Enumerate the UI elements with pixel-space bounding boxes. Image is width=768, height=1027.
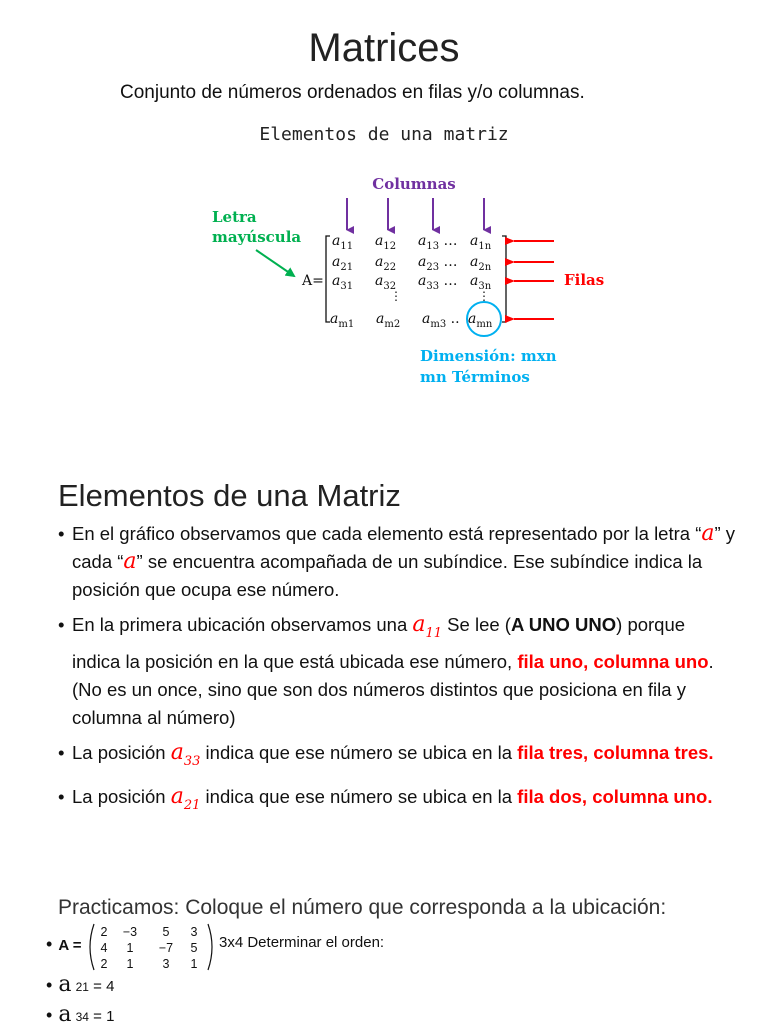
- variable-a21: a: [170, 784, 184, 809]
- matrix-cell: 1: [126, 941, 134, 955]
- matrix-cell: 1: [126, 957, 134, 971]
- svg-text:a1n: $a_{1n}$: [470, 233, 492, 252]
- variable-a: a: [123, 549, 137, 574]
- position-highlight: fila tres, columna tres.: [517, 742, 714, 763]
- matrix-cell: 5: [162, 925, 170, 939]
- svg-text:am3 ..: $a_{m3}$ ..: [422, 311, 460, 330]
- svg-text:a32: $a_{32}$: [375, 273, 397, 292]
- svg-text:⋮: ⋮: [390, 289, 402, 303]
- svg-text:a21: $a_{21}$: [332, 254, 354, 273]
- matrix-name: A=: [302, 273, 324, 289]
- svg-text:a12: $a_{12}$: [375, 233, 397, 252]
- left-paren: [90, 924, 94, 970]
- practice-matrix-line: • A =: [46, 934, 82, 954]
- matrix-cell: 2: [100, 957, 108, 971]
- left-bracket: [326, 236, 330, 322]
- practice-matrix: [86, 922, 216, 972]
- order-text: 3x4 Determinar el orden:: [219, 934, 385, 951]
- columns-label: Columnas: [372, 175, 456, 193]
- list-item: • La posición $a_{21}$ indica que ese número se ubica en la fila dos, columna uno.: [58, 783, 738, 820]
- list-item: • En el gráfico observamos que cada elemento está representado por la letra “a” y cada “a” se encuentra acompañada de un subíndice. Ese subíndice indica la posición que ocupa ese número.: [58, 520, 738, 604]
- dimension-label: Dimensión: mxn: [420, 347, 557, 365]
- svg-text:a3n: $a_{3n}$: [470, 273, 492, 292]
- position-highlight: fila uno, columna uno: [517, 651, 709, 672]
- svg-text:am1: $a_{m1}$: [330, 311, 355, 330]
- svg-text:a22: $a_{22}$: [375, 254, 397, 273]
- svg-text:am2: $a_{m2}$: [376, 311, 401, 330]
- practice-title: Practicamos: Coloque el número que corresponda a la ubicación:: [58, 896, 667, 919]
- variable-a33: a: [170, 740, 184, 765]
- variable-a11: a: [412, 612, 426, 637]
- matrix-cell: 3: [162, 957, 170, 971]
- matrix-cell: −3: [122, 925, 138, 939]
- letter-arrow: [256, 250, 294, 276]
- practice-item: • a 34 = 1: [46, 1002, 115, 1027]
- matrix-entries: [330, 233, 493, 330]
- matrix-cell: 3: [190, 925, 198, 939]
- svg-text:⋮: ⋮: [478, 289, 490, 303]
- letter-label-line2: mayúscula: [212, 228, 302, 246]
- page-title: Matrices: [308, 26, 460, 70]
- right-paren: [208, 924, 212, 970]
- variable-a: a: [701, 521, 715, 546]
- section-title: Elementos de una Matriz: [58, 478, 401, 513]
- matrix-a-label: A =: [58, 937, 82, 954]
- rows-label: Filas: [564, 271, 605, 289]
- right-bracket: [502, 236, 506, 322]
- svg-text:a11: $a_{11}$: [332, 233, 354, 252]
- list-item: • La posición $a_{33}$ indica que ese número se ubica en la fila tres, columna tres.: [58, 739, 738, 776]
- svg-text:a31: $a_{31}$: [332, 273, 354, 292]
- matrix-cell: 2: [100, 925, 108, 939]
- list-item: • En la primera ubicación observamos una $a_{11}$ Se lee (A UNO UNO) porque indica la posición en la que está ubicada ese número, fila uno, columna uno. (No es un once, sino que son dos números distintos que posiciona en fila y columna al número): [58, 611, 738, 732]
- matrix-cells: [101, 925, 198, 971]
- svg-text:amn: $a_{mn}$: [468, 311, 493, 330]
- matrix-cell: 1: [190, 957, 198, 971]
- svg-text:a2n: $a_{2n}$: [470, 254, 492, 273]
- matrix-cell: 4: [100, 941, 108, 955]
- svg-text:a13 …: $a_{13}$ …: [418, 233, 458, 252]
- terms-label: mn Términos: [420, 368, 530, 386]
- subtitle: Conjunto de números ordenados en filas y/o columnas.: [120, 82, 585, 103]
- letter-label-line1: Letra: [212, 208, 257, 226]
- matrix-elements-diagram: [190, 160, 610, 400]
- practice-item: • a 21 = 4: [46, 972, 115, 997]
- diagram-heading: Elementos de una matriz: [259, 124, 509, 145]
- explanation-list: [58, 520, 738, 827]
- position-highlight: fila dos, columna uno.: [517, 786, 713, 807]
- reading-label: A UNO UNO: [510, 614, 617, 635]
- matrix-cell: 5: [190, 941, 198, 955]
- matrix-cell: −7: [158, 941, 174, 955]
- svg-text:a23 …: $a_{23}$ …: [418, 254, 458, 273]
- svg-text:a33 …: $a_{33}$ …: [418, 273, 458, 292]
